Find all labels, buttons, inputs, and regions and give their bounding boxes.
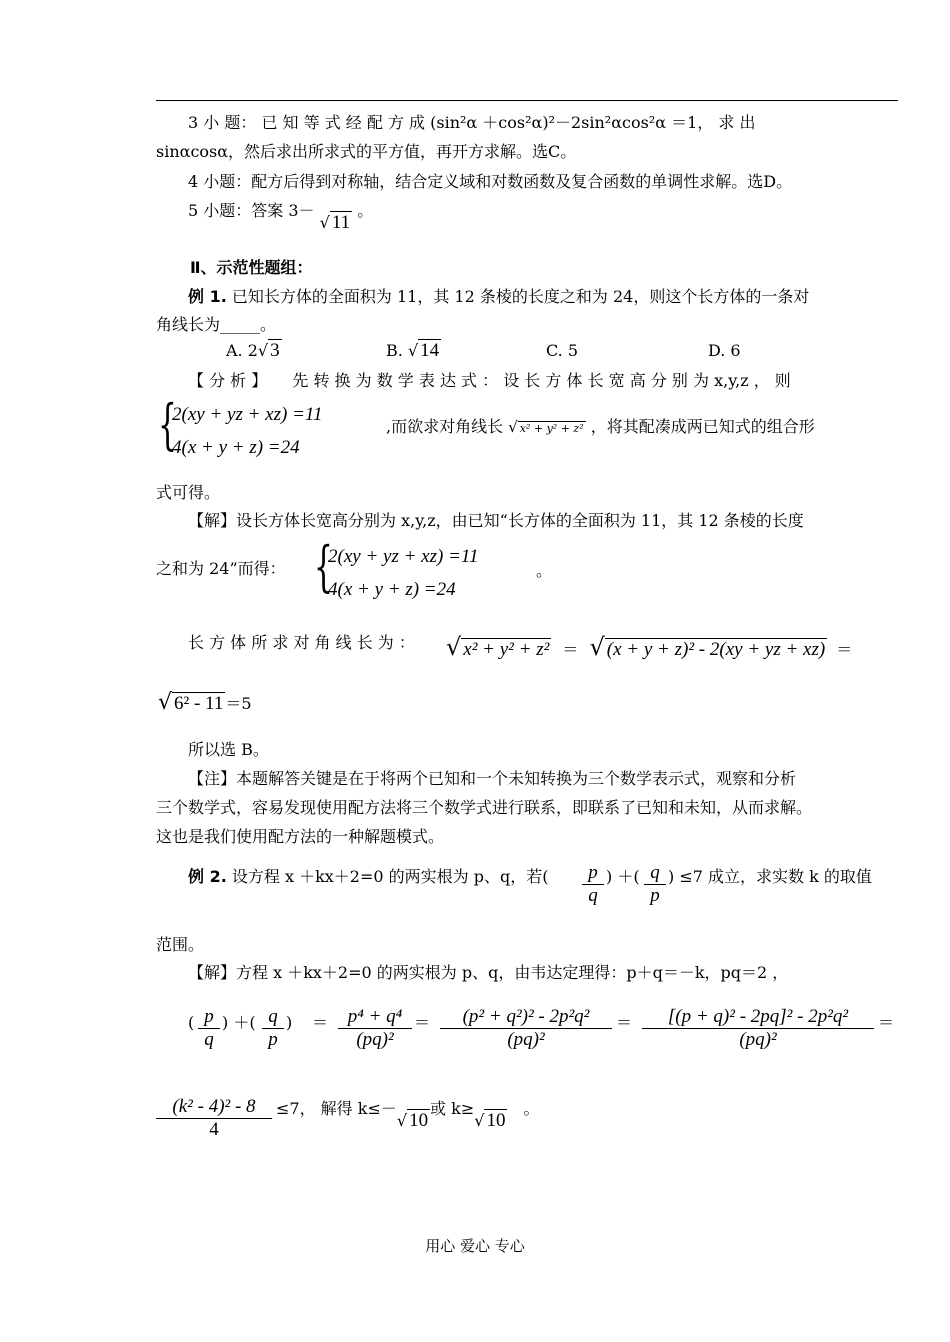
system-equation-2	[314, 535, 544, 610]
analysis-text: 先 转 换 为 数 学 表 达 式 ： 设 长 方 体 长 宽 高 分 别 为 x,y,z ， 则	[292, 371, 791, 390]
result-radicand-1: 10	[409, 1110, 429, 1131]
equation-fraction-2	[262, 1006, 284, 1051]
equation-paren-1: (	[188, 1013, 195, 1032]
example2-label: 例 2.	[188, 867, 227, 886]
diagonal-sqrt-3: √ 6² - 11	[158, 690, 224, 715]
left-brace-icon: {	[158, 393, 177, 456]
analysis-line-2	[386, 416, 815, 440]
diagonal-line-2	[158, 692, 252, 715]
diagonal-radicand-2: (x + y + z)² - 2(xy + yz + xz)	[606, 639, 826, 660]
fraction-denominator: (pq)²	[739, 1029, 777, 1050]
system-equation-1	[158, 393, 388, 468]
result-sqrt-2: √ 10	[474, 1110, 506, 1131]
solution2-line-1	[188, 962, 788, 984]
fraction-numerator: [(p + q)² - 2pq]² - 2p²q²	[642, 1006, 874, 1029]
example2-fraction-1	[582, 862, 604, 907]
option-a-sqrt: √ 3	[257, 340, 280, 361]
diagonal-expr-1	[446, 633, 853, 661]
q5-line	[188, 200, 374, 233]
fraction-numerator: (p² + q²)² - 2p²q²	[440, 1006, 612, 1029]
note-heading: 【注】	[188, 769, 237, 788]
fraction-numerator: q	[644, 862, 666, 885]
diagonal-equals-2: ＝	[836, 640, 853, 659]
example2-mid: ) ＋(	[606, 867, 640, 886]
example1-line-2: 角线长为_____。	[156, 315, 277, 334]
solution1-line-1	[188, 510, 804, 532]
solution1-heading: 【解】	[188, 511, 237, 530]
analysis-radicand: x² + y² + z²	[519, 422, 584, 435]
fraction-numerator: p	[198, 1006, 220, 1029]
system-2-row-2: 4(x + y + z) =24	[328, 579, 456, 600]
example1-line-1	[188, 286, 809, 308]
example1-label: 例 1.	[188, 287, 227, 306]
equation-fraction-5	[642, 1006, 874, 1051]
result-text-c: 。	[523, 1099, 540, 1118]
q4-line: 4 小题：配方后得到对称轴，结合定义域和对数函数及复合函数的单调性求解。选D。	[188, 172, 793, 191]
q3-line-1: 3 小 题： 已 知 等 式 经 配 方 成 (sin²α ＋cos²α)²－2sin²αcos²α ＝1， 求 出	[188, 113, 756, 132]
diagonal-line-1	[188, 632, 415, 654]
q5-sqrt: √ 11	[319, 212, 351, 233]
diagonal-radicand-3: 6² - 11	[174, 693, 224, 714]
example2-text-a: 设方程 x ＋kx＋2=0 的两实根为 p、q，若(	[231, 867, 549, 886]
result-fraction	[156, 1096, 272, 1141]
diagonal-result: ＝5	[225, 694, 252, 713]
solution1-line-2: 之和为 24”而得：	[156, 559, 286, 578]
fraction-numerator: q	[262, 1006, 284, 1029]
diagonal-text: 长 方 体 所 求 对 角 线 长 为 ：	[188, 633, 415, 652]
option-d: D. 6	[708, 341, 741, 360]
diagonal-radicand-1: x² + y² + z²	[463, 639, 550, 660]
q3-line-2: sinαcosα，然后求出所求式的平方值，再开方求解。选C。	[156, 142, 577, 161]
equation-equals-3: ＝	[616, 1013, 633, 1032]
left-brace-icon: {	[314, 535, 333, 598]
fraction-numerator: p	[582, 862, 604, 885]
example2-line-1	[188, 866, 548, 888]
q5-prefix: 5 小题：答案 3－	[188, 201, 315, 220]
example2-fraction-2	[644, 862, 666, 907]
analysis-end: ，将其配凑成两已知式的组合形	[590, 417, 815, 436]
result-radicand-2: 10	[486, 1110, 506, 1131]
example1-text: 已知长方体的全面积为 11，其 12 条棱的长度之和为 24，则这个长方体的一条对	[231, 287, 810, 306]
equation-equals-1: ＝	[312, 1013, 329, 1032]
result-text-a: ≤7， 解得 k≤－	[276, 1099, 397, 1118]
note-text: 本题解答关键是在于将两个已知和一个未知转换为三个数学表示式，观察和分析	[236, 769, 797, 788]
result-text-b: 或 k≥	[430, 1099, 475, 1118]
option-b-sqrt: √ 14	[407, 340, 440, 361]
system-2-row-1: 2(xy + yz + xz) =11	[328, 546, 479, 567]
diagonal-sqrt-1: √ x² + y² + z²	[446, 633, 550, 661]
section-heading: Ⅱ、示范性题组：	[190, 258, 313, 277]
fraction-denominator: p	[650, 885, 660, 906]
result-line	[276, 1098, 540, 1131]
solution1-line-2-end: 。	[536, 561, 553, 580]
equation-fraction-1	[198, 1006, 220, 1051]
analysis-tail: 式可得。	[156, 483, 221, 502]
fraction-denominator: 4	[209, 1119, 219, 1140]
diagonal-sqrt-2: √ (x + y + z)² - 2(xy + yz + xz)	[589, 633, 826, 661]
q5-suffix: 。	[357, 201, 374, 220]
solution1-text: 设长方体长宽高分别为 x,y,z，由已知“长方体的全面积为 11，其 12 条棱的长度	[236, 511, 804, 530]
option-b-radicand: 14	[420, 340, 440, 361]
example2-tail: 范围。	[156, 935, 205, 954]
option-b	[386, 340, 441, 362]
option-c: C. 5	[546, 341, 579, 360]
fraction-denominator: q	[204, 1029, 214, 1050]
fraction-numerator: (k² - 4)² - 8	[156, 1096, 272, 1119]
header-rule	[156, 100, 898, 101]
equation-paren-3: )	[286, 1013, 293, 1032]
result-sqrt-1: √ 10	[396, 1110, 429, 1131]
system-1-row-2: 4(x + y + z) =24	[172, 437, 300, 458]
note-line-2: 三个数学式，容易发现使用配方法将三个数学式进行联系，即联系了已知和未知，从而求解。	[156, 798, 813, 817]
analysis-heading: 【 分 析 】	[188, 371, 268, 390]
q5-radicand: 11	[331, 212, 351, 233]
fraction-denominator: (pq)²	[356, 1029, 394, 1050]
equation-paren-2: ) ＋(	[222, 1013, 256, 1032]
equation-equals-2: ＝	[414, 1013, 431, 1032]
option-b-label: B.	[386, 341, 403, 360]
equation-fraction-4	[440, 1006, 612, 1051]
example2-text-b: ) ≤7 成立，求实数 k 的取值	[668, 867, 872, 886]
fraction-numerator: p⁴ + q⁴	[338, 1006, 412, 1029]
option-a-label: A. 2	[226, 341, 258, 360]
analysis-mid: ,而欲求对角线长	[386, 417, 504, 436]
analysis-line-1	[188, 370, 791, 392]
choose-line: 所以选 B。	[188, 740, 269, 759]
equation-equals-4: ＝	[878, 1013, 895, 1032]
solution2-text: 方程 x ＋kx＋2=0 的两实根为 p、q，由韦达定理得：p＋q＝－k，pq＝2 ，	[236, 963, 789, 982]
option-a	[226, 340, 282, 362]
solution2-heading: 【解】	[188, 963, 237, 982]
note-line-3: 这也是我们使用配方法的一种解题模式。	[156, 827, 445, 846]
diagonal-equals-1: ＝	[562, 640, 579, 659]
fraction-denominator: p	[268, 1029, 278, 1050]
equation-fraction-3	[338, 1006, 412, 1051]
option-a-radicand: 3	[270, 340, 280, 361]
note-line-1	[188, 768, 796, 790]
system-1-row-1: 2(xy + yz + xz) =11	[172, 404, 323, 425]
fraction-denominator: q	[588, 885, 598, 906]
analysis-sqrt: √ x² + y² + z²	[508, 418, 584, 436]
fraction-denominator: (pq)²	[507, 1029, 545, 1050]
page-footer: 用心 爱心 专心	[425, 1237, 525, 1255]
